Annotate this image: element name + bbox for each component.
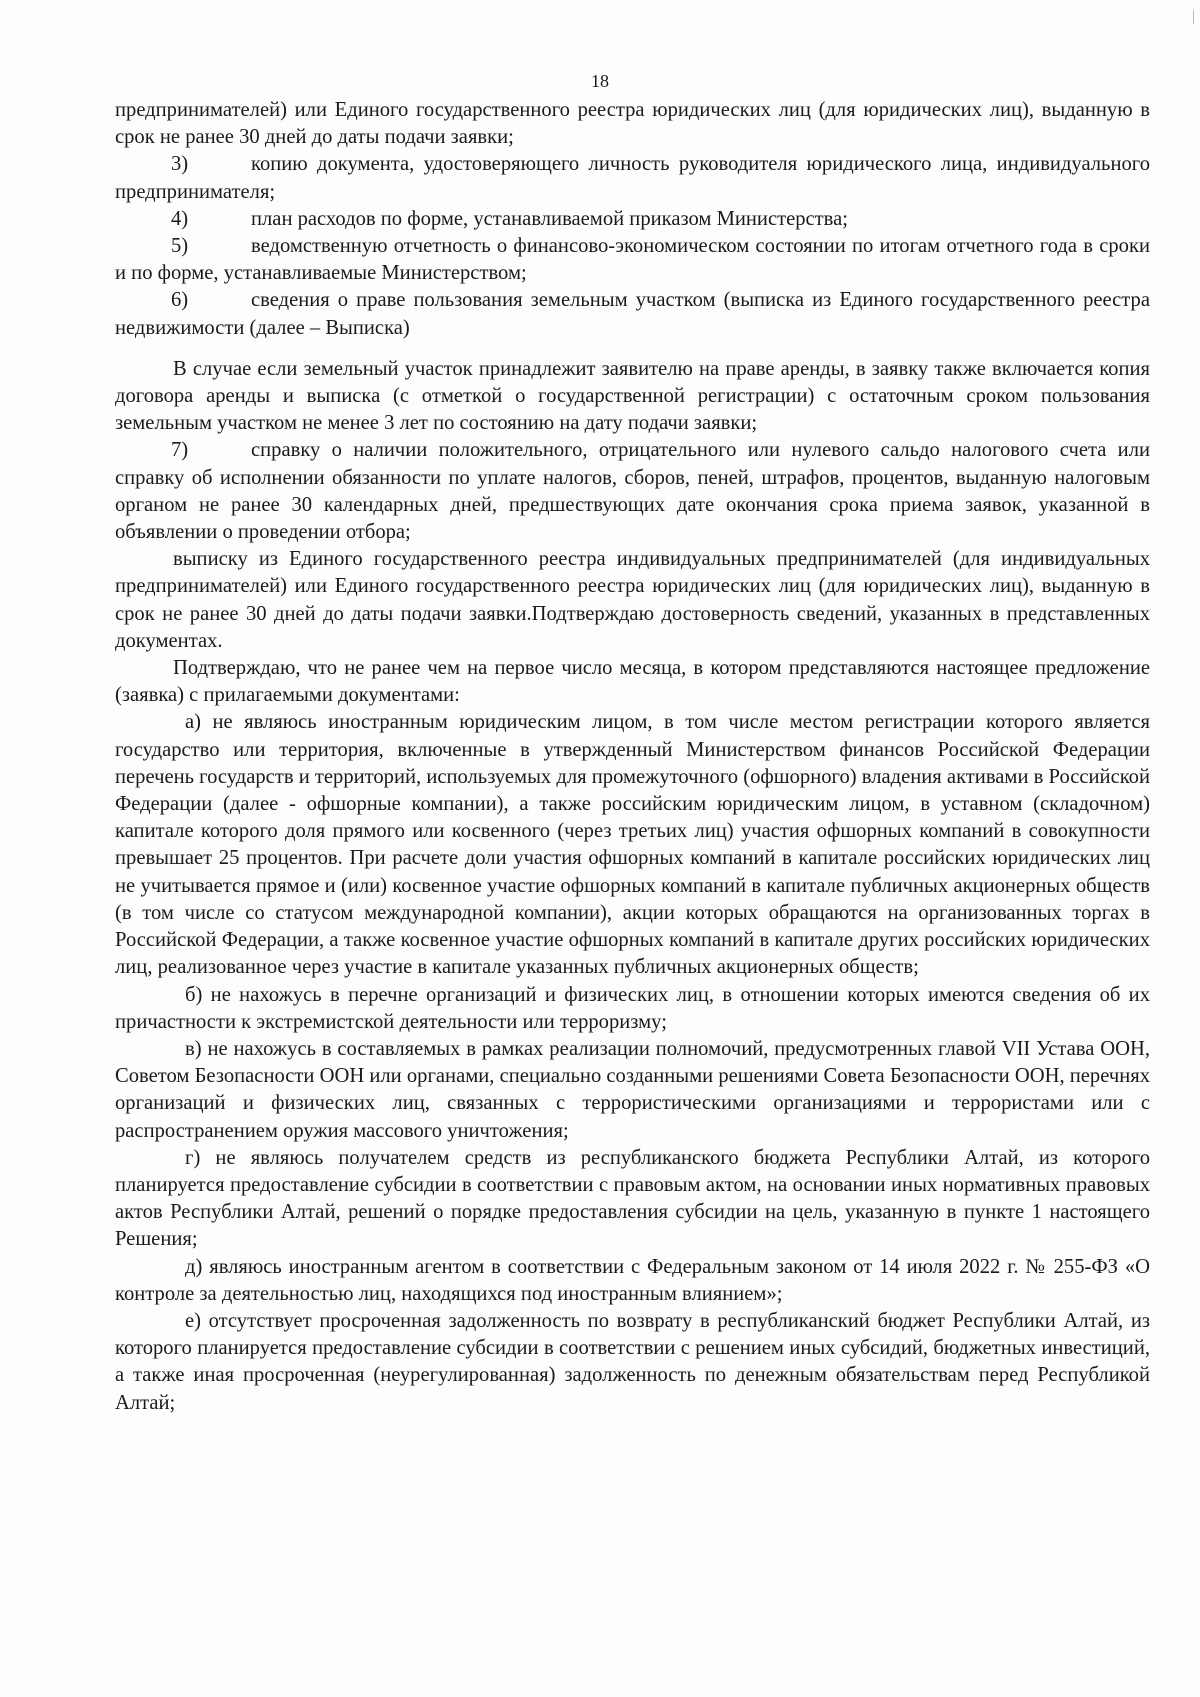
list-item-3: 3) копию документа, удостоверяющего личность руководителя юридического лица, индивидуального предпринимателя; bbox=[115, 153, 1150, 203]
paragraph-lease: В случае если земельный участок принадлежит заявителю на праве аренды, в заявку также включается копия договора аренды и выписка (с отметкой о государственной регистрации) с остаточным сроком пользования земельным участком не менее 3 лет по состоянию на дату подачи заявки; bbox=[115, 357, 1150, 435]
page-number: 18 bbox=[591, 71, 609, 91]
clause-v: в) не нахожусь в составляемых в рамках реализации полномочий, предусмотренных главой VII Устава ООН, Советом Безопасности ООН или органами, специально созданными решениями Совета Безопасности ООН, перечнях организаций и физических лиц, связанных с террористическими организациями и террористами или с распространением оружия массового уничтожения; bbox=[115, 1037, 1150, 1142]
document-body bbox=[115, 97, 1150, 1417]
clause-e: е) отсутствует просроченная задолженность по возврату в республиканский бюджет Республики Алтай, из которого планируется предоставление субсидии в соответствии с решением иных субсидий, бюджетных инвестиций, а также иная просроченная (неурегулированная) задолженность по денежным обязательствам перед Республикой Алтай; bbox=[115, 1309, 1150, 1414]
list-item-4: 4) план расходов по форме, устанавливаемой приказом Министерства; bbox=[171, 207, 848, 230]
paragraph-gap bbox=[115, 342, 1150, 356]
clause-d: д) являюсь иностранным агентом в соответствии с Федеральным законом от 14 июля 2022 г. № 255-ФЗ «О контроле за деятельностью лиц, находящихся под иностранным влиянием»; bbox=[115, 1255, 1150, 1305]
paragraph-confirm: Подтверждаю, что не ранее чем на первое число месяца, в котором представляются настоящее предложение (заявка) с прилагаемыми документами: bbox=[115, 657, 1150, 707]
clause-a: а) не являюсь иностранным юридическим лицом, в том числе местом регистрации которого является государство или территория, включенные в утвержденный Министерством финансов Российской Федерации перечень государств и территорий, используемых для промежуточного (офшорного) владения активами в Российской Федерации (далее - офшорные компании), а также российским юридическим лицом, в уставном (складочном) капитале которого доля прямого или косвенного (через третьих лиц) участия офшорных компаний в совокупности превышает 25 процентов. При расчете доли участия офшорных компаний в капитале российских юридических лиц не учитывается прямое и (или) косвенное участие офшорных компаний в капитале публичных акционерных обществ (в том числе со статусом международной компании), акции которых обращаются на организованных торгах в Российской Федерации, а также косвенное участие офшорных компаний в капитале других российских юридических лиц, реализованное через участие в капитале указанных публичных акционерных обществ; bbox=[115, 711, 1150, 979]
list-item-5: 5) ведомственную отчетность о финансово-экономическом состоянии по итогам отчетного года в сроки и по форме, устанавливаемые Министерством; bbox=[115, 235, 1150, 285]
scan-mark bbox=[1193, 10, 1194, 24]
paragraph-extract: выписку из Единого государственного реестра индивидуальных предпринимателей (для индивидуальных предпринимателей) или Единого государственного реестра юридических лиц (для юридических лиц), выданную в срок не ранее 30 дней до даты подачи заявки.Подтверждаю достоверность сведений, указанных в представленных документах. bbox=[115, 548, 1150, 652]
clause-g: г) не являюсь получателем средств из республиканского бюджета Республики Алтай, из которого планируется предоставление субсидии в соответствии с правовым актом, на основании иных нормативных правовых актов Республики Алтай, решений о порядке предоставления субсидии на цель, указанную в пункте 1 настоящего Решения; bbox=[115, 1146, 1150, 1251]
list-item-6: 6) сведения о праве пользования земельным участком (выписка из Единого государственного реестра недвижимости (далее – Выписка) bbox=[115, 289, 1150, 339]
list-item-7: 7) справку о наличии положительного, отрицательного или нулевого сальдо налогового счета или справку об исполнении обязанности по уплате налогов, сборов, пеней, штрафов, процентов, выданную налоговым органом не ранее 30 календарных дней, предшествующих дате окончания срока приема заявок, указанной в объявлении о проведении отбора; bbox=[115, 439, 1150, 544]
paragraph-continuation: предпринимателей) или Единого государственного реестра юридических лиц (для юридических лиц), выданную в срок не ранее 30 дней до даты подачи заявки; bbox=[115, 99, 1150, 149]
clause-b: б) не нахожусь в перечне организаций и физических лиц, в отношении которых имеются сведения об их причастности к экстремистской деятельности или терроризму; bbox=[115, 983, 1150, 1033]
